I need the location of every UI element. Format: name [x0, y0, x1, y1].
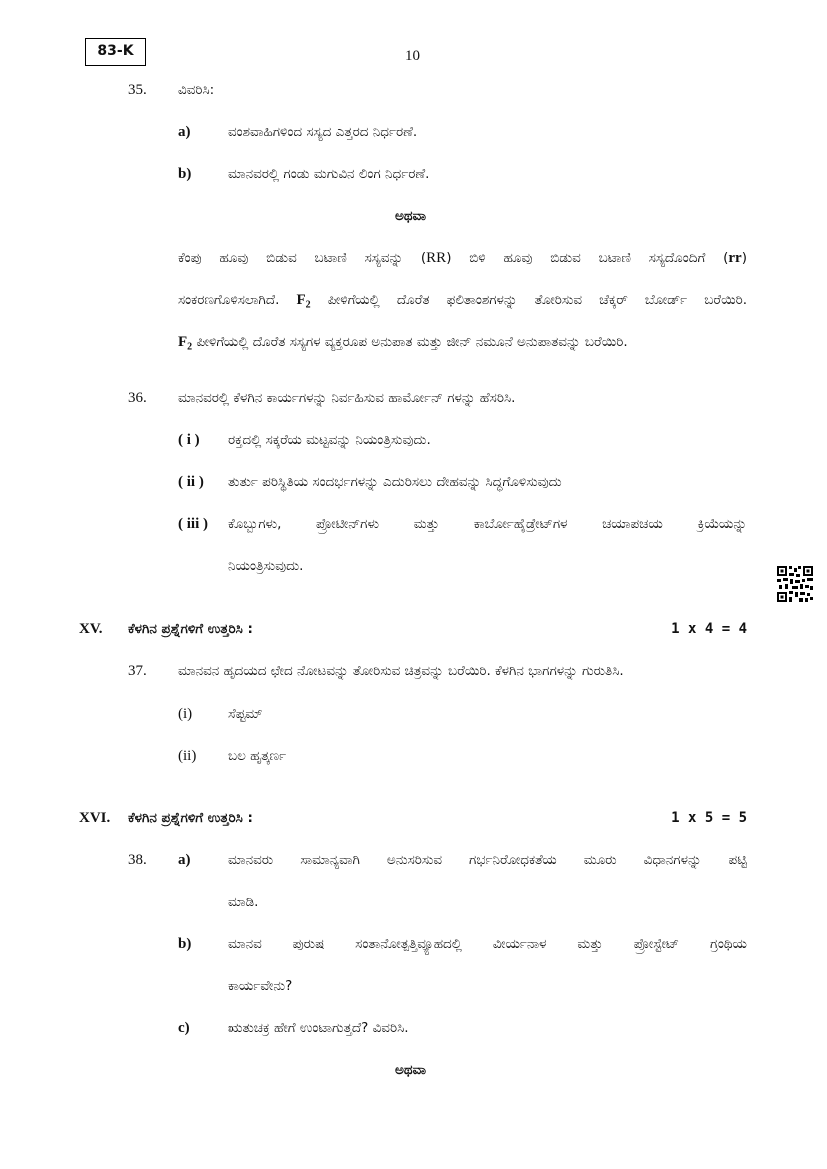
- question-36-prompt: ಮಾನವರಲ್ಲಿ ಕೆಳಗಿನ ಕಾರ್ಯಗಳನ್ನು ನಿರ್ವಹಿಸುವ ಹಾರ್ಮೋನ್ ಗಳನ್ನು ಹೆಸರಿಸಿ.: [178, 390, 516, 406]
- q38-or: ಅಥವಾ: [395, 1062, 427, 1078]
- question-38-number: 38.: [128, 852, 147, 868]
- q36-iii-label: ( iii ): [178, 516, 208, 532]
- q38-b-label: b): [178, 936, 192, 952]
- q38-a-text-line-2: ಮಾಡಿ.: [228, 894, 259, 910]
- q35-a-text: ವಂಶವಾಹಿಗಳಿಂದ ಸಸ್ಯದ ಎತ್ತರದ ನಿರ್ಧರಣೆ.: [228, 124, 418, 140]
- q38-c-label: c): [178, 1020, 190, 1036]
- q35-alt-line-1: ಕೆಂಪು ಹೂವು ಬಿಡುವ ಬಟಾಣಿ ಸಸ್ಯವನ್ನು (RR) ಬಿಳಿ ಹೂವು ಬಿಡುವ ಬಟಾಣಿ ಸಸ್ಯದೊಂದಿಗೆ (rr): [178, 250, 747, 266]
- paper-code-box: 83-K: [85, 38, 146, 66]
- q35-b-label: b): [178, 166, 192, 182]
- q36-i-text: ರಕ್ತದಲ್ಲಿ ಸಕ್ಕರೆಯ ಮಟ್ಟವನ್ನು ನಿಯಂತ್ರಿಸುವುದು.: [228, 432, 431, 448]
- section-15-title: ಕೆಳಗಿನ ಪ್ರಶ್ನೆಗಳಿಗೆ ಉತ್ತರಿಸಿ :: [128, 621, 253, 637]
- q35-alt-line-3: $F_2$ ಪೀಳಿಗೆಯಲ್ಲಿ ದೊರೆತ ಸಸ್ಯಗಳ ವ್ಯಕ್ತರೂಪ ಅನುಪಾತ ಮತ್ತು ಜೀನ್ ನಮೂನೆ ಅನುಪಾತವನ್ನು ಬರೆಯಿರಿ.: [178, 334, 628, 353]
- q35-a-label: a): [178, 124, 191, 140]
- section-15-numeral: XV.: [79, 621, 103, 637]
- q38-a-text-line-1: ಮಾನವರು ಸಾಮಾನ್ಯವಾಗಿ ಅನುಸರಿಸುವ ಗರ್ಭನಿರೋಧಕತೆಯ ಮೂರು ವಿಧಾನಗಳನ್ನು ಪಟ್ಟಿ: [228, 852, 747, 868]
- question-37-number: 37.: [128, 663, 147, 679]
- q38-a-label: a): [178, 852, 191, 868]
- q37-ii-text: ಬಲ ಹೃತ್ಕರ್ಣ: [228, 748, 287, 764]
- question-35-number: 35.: [128, 82, 147, 98]
- question-35-prompt: ವಿವರಿಸಿ:: [178, 82, 215, 98]
- q35-b-text: ಮಾನವರಲ್ಲಿ ಗಂಡು ಮಗುವಿನ ಲಿಂಗ ನಿರ್ಧರಣೆ.: [228, 166, 430, 182]
- q38-b-text-line-1: ಮಾನವ ಪುರುಷ ಸಂತಾನೋತ್ಪತ್ತಿವ್ಯೂಹದಲ್ಲಿ ವೀರ್ಯನಾಳ ಮತ್ತು ಪ್ರೋಸ್ಟೇಟ್ ಗ್ರಂಥಿಯ: [228, 936, 747, 952]
- q36-iii-text-line-2: ನಿಯಂತ್ರಿಸುವುದು.: [228, 558, 304, 574]
- page-number: 10: [405, 48, 420, 64]
- section-15-marks: 1 x 4 = 4: [671, 621, 747, 637]
- q35-alt-line-2: ಸಂಕರಣಗೊಳಿಸಲಾಗಿದೆ. $F_2$ ಪೀಳಿಗೆಯಲ್ಲಿ ದೊರೆತ ಫಲಿತಾಂಶಗಳನ್ನು ತೋರಿಸುವ ಚೆಕ್ಕರ್ ಬೋರ್ಡ್ ಬರೆಯಿರಿ.: [178, 292, 747, 311]
- q36-i-label: ( i ): [178, 432, 200, 448]
- q38-c-text: ಋತುಚಕ್ರ ಹೇಗೆ ಉಂಟಾಗುತ್ತದೆ? ವಿವರಿಸಿ.: [228, 1020, 409, 1036]
- q37-ii-label: (ii): [178, 748, 197, 764]
- q38-b-text-line-2: ಕಾರ್ಯವೇನು?: [228, 978, 293, 994]
- q36-iii-text-line-1: ಕೊಬ್ಬುಗಳು, ಪ್ರೋಟೀನ್‌ಗಳು ಮತ್ತು ಕಾರ್ಬೋಹೈಡ್ರೇಟ್‌ಗಳ ಚಯಾಪಚಯ ಕ್ರಿಯೆಯನ್ನು: [228, 516, 747, 532]
- q35-or: ಅಥವಾ: [395, 208, 427, 224]
- section-16-title: ಕೆಳಗಿನ ಪ್ರಶ್ನೆಗಳಿಗೆ ಉತ್ತರಿಸಿ :: [128, 810, 253, 826]
- q36-ii-text: ತುರ್ತು ಪರಿಸ್ಥಿತಿಯ ಸಂದರ್ಭಗಳನ್ನು ಎದುರಿಸಲು ದೇಹವನ್ನು ಸಿದ್ಧಗೊಳಿಸುವುದು: [228, 474, 562, 490]
- q37-i-text: ಸೆಪ್ಟಮ್: [228, 706, 263, 722]
- q37-i-label: (i): [178, 706, 193, 722]
- section-16-marks: 1 x 5 = 5: [671, 810, 747, 826]
- section-16-numeral: XVI.: [79, 810, 111, 826]
- question-37-prompt: ಮಾನವನ ಹೃದಯದ ಛೇದ ನೋಟವನ್ನು ತೋರಿಸುವ ಚಿತ್ರವನ್ನು ಬರೆಯಿರಿ. ಕೆಳಗಿನ ಭಾಗಗಳನ್ನು ಗುರುತಿಸಿ.: [178, 663, 624, 679]
- q36-ii-label: ( ii ): [178, 474, 204, 490]
- question-36-number: 36.: [128, 390, 147, 406]
- qr-code-icon: [776, 565, 814, 603]
